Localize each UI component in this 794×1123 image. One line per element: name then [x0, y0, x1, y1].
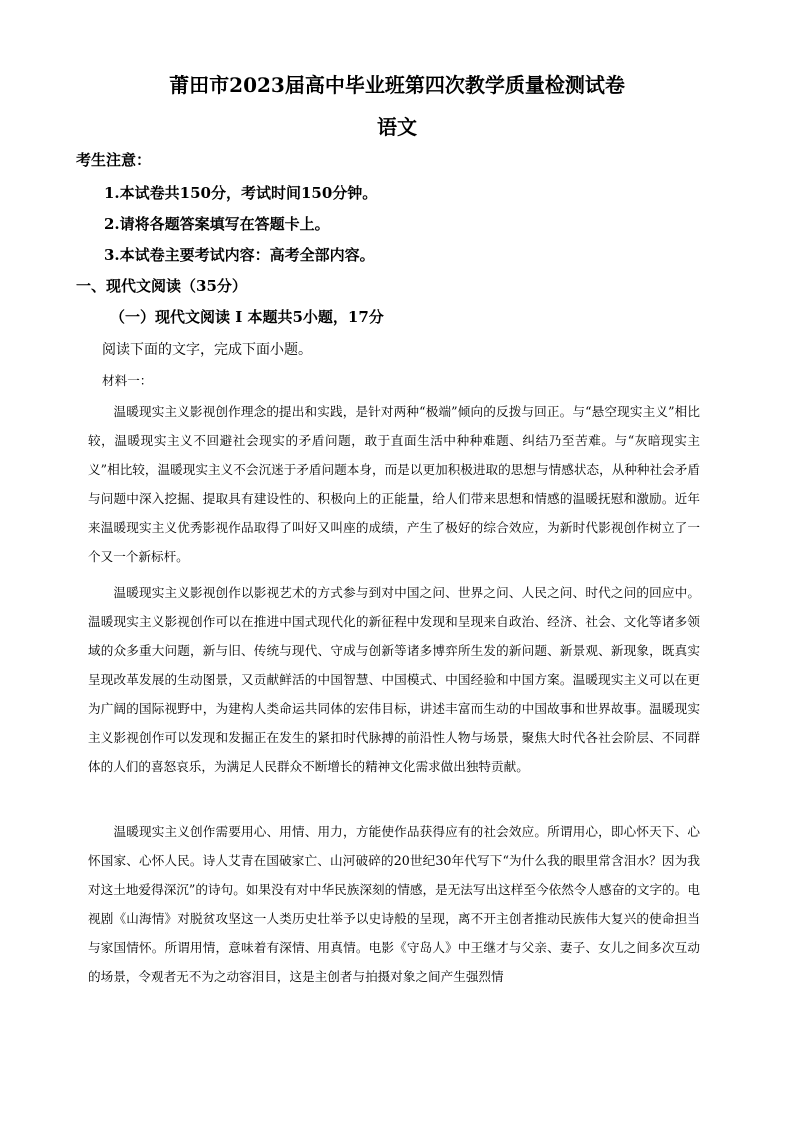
- reading-instruction: 阅读下面的文字，完成下面小题。: [102, 342, 312, 358]
- note-item: 3.本试卷主要考试内容：高考全部内容。: [104, 246, 375, 264]
- section-heading: 一、现代文阅读（35分）: [76, 277, 247, 295]
- notes-heading: 考生注意：: [76, 151, 152, 169]
- subject-title: 语文: [377, 115, 417, 139]
- note-item: 2.请将各题答案填写在答题卡上。: [104, 215, 330, 233]
- section-subheading: （一）现代文阅读 I 本题共5小题，17分: [110, 308, 384, 326]
- paragraph: 温暖现实主义创作需要用心、用情、用力，方能使作品获得应有的社会效应。所谓用心，即心怀天下、心怀国家、心怀人民。诗人艾青在国破家亡、山河破碎的20世纪30年代写下“为什么我的眼里常含泪水？因为我对这土地爱得深沉”的诗句。如果没有对中华民族深刻的情感，是无法写出这样至今依然令人感奋的文字的。电视剧《山海情》对脱贫攻坚这一人类历史壮举予以史诗般的呈现，离不开主创者推动民族伟大复兴的使命担当与家国情怀。所谓用情，意味着有深情、用真情。电影《守岛人》中王继才与父亲、妻子、女儿之间多次互动的场景，令观者无不为之动容泪目，这是主创者与拍摄对象之间产生强烈情: [88, 824, 700, 984]
- paragraph: 温暖现实主义影视创作以影视艺术的方式参与到对中国之问、世界之问、人民之问、时代之问的回应中。温暖现实主义影视创作可以在推进中国式现代化的新征程中发现和呈现来自政治、经济、社会、文化等诸多领域的众多重大问题，新与旧、传统与现代、守成与创新等诸多博弈所生发的新问题、新景观、新现象，既真实呈现改革发展的生动图景，又贡献鲜活的中国智慧、中国模式、中国经验和中国方案。温暖现实主义可以在更为广阔的国际视野中，为建构人类命运共同体的宏伟目标，讲述丰富而生动的中国故事和世界故事。温暖现实主义影视创作可以发现和发掘正在发生的紧扣时代脉搏的前沿性人物与场景，聚焦大时代各社会阶层、不同群体的人们的喜怒哀乐，为满足人民群众不断增长的精神文化需求做出独特贡献。: [88, 585, 700, 774]
- exam-title: 莆田市2023届高中毕业班第四次教学质量检测试卷: [169, 73, 625, 97]
- material-label: 材料一：: [102, 373, 153, 388]
- paragraph: 温暖现实主义影视创作理念的提出和实践，是针对两种“极端”倾向的反拨与回正。与“悬空现实主义”相比较，温暖现实主义不回避社会现实的矛盾问题，敢于直面生活中种种难题、纠结乃至苦难。与“灰暗现实主义”相比较，温暖现实主义不会沉迷于矛盾问题本身，而是以更加积极进取的思想与情感状态，从种种社会矛盾与问题中深入挖掘、提取具有建设性的、积极向上的正能量，给人们带来思想和情感的温暖抚慰和激励。近年来温暖现实主义优秀影视作品取得了叫好又叫座的成绩，产生了极好的综合效应，为新时代影视创作树立了一个又一个新标杆。: [88, 404, 700, 564]
- note-item: 1.本试卷共150分，考试时间150分钟。: [104, 184, 378, 202]
